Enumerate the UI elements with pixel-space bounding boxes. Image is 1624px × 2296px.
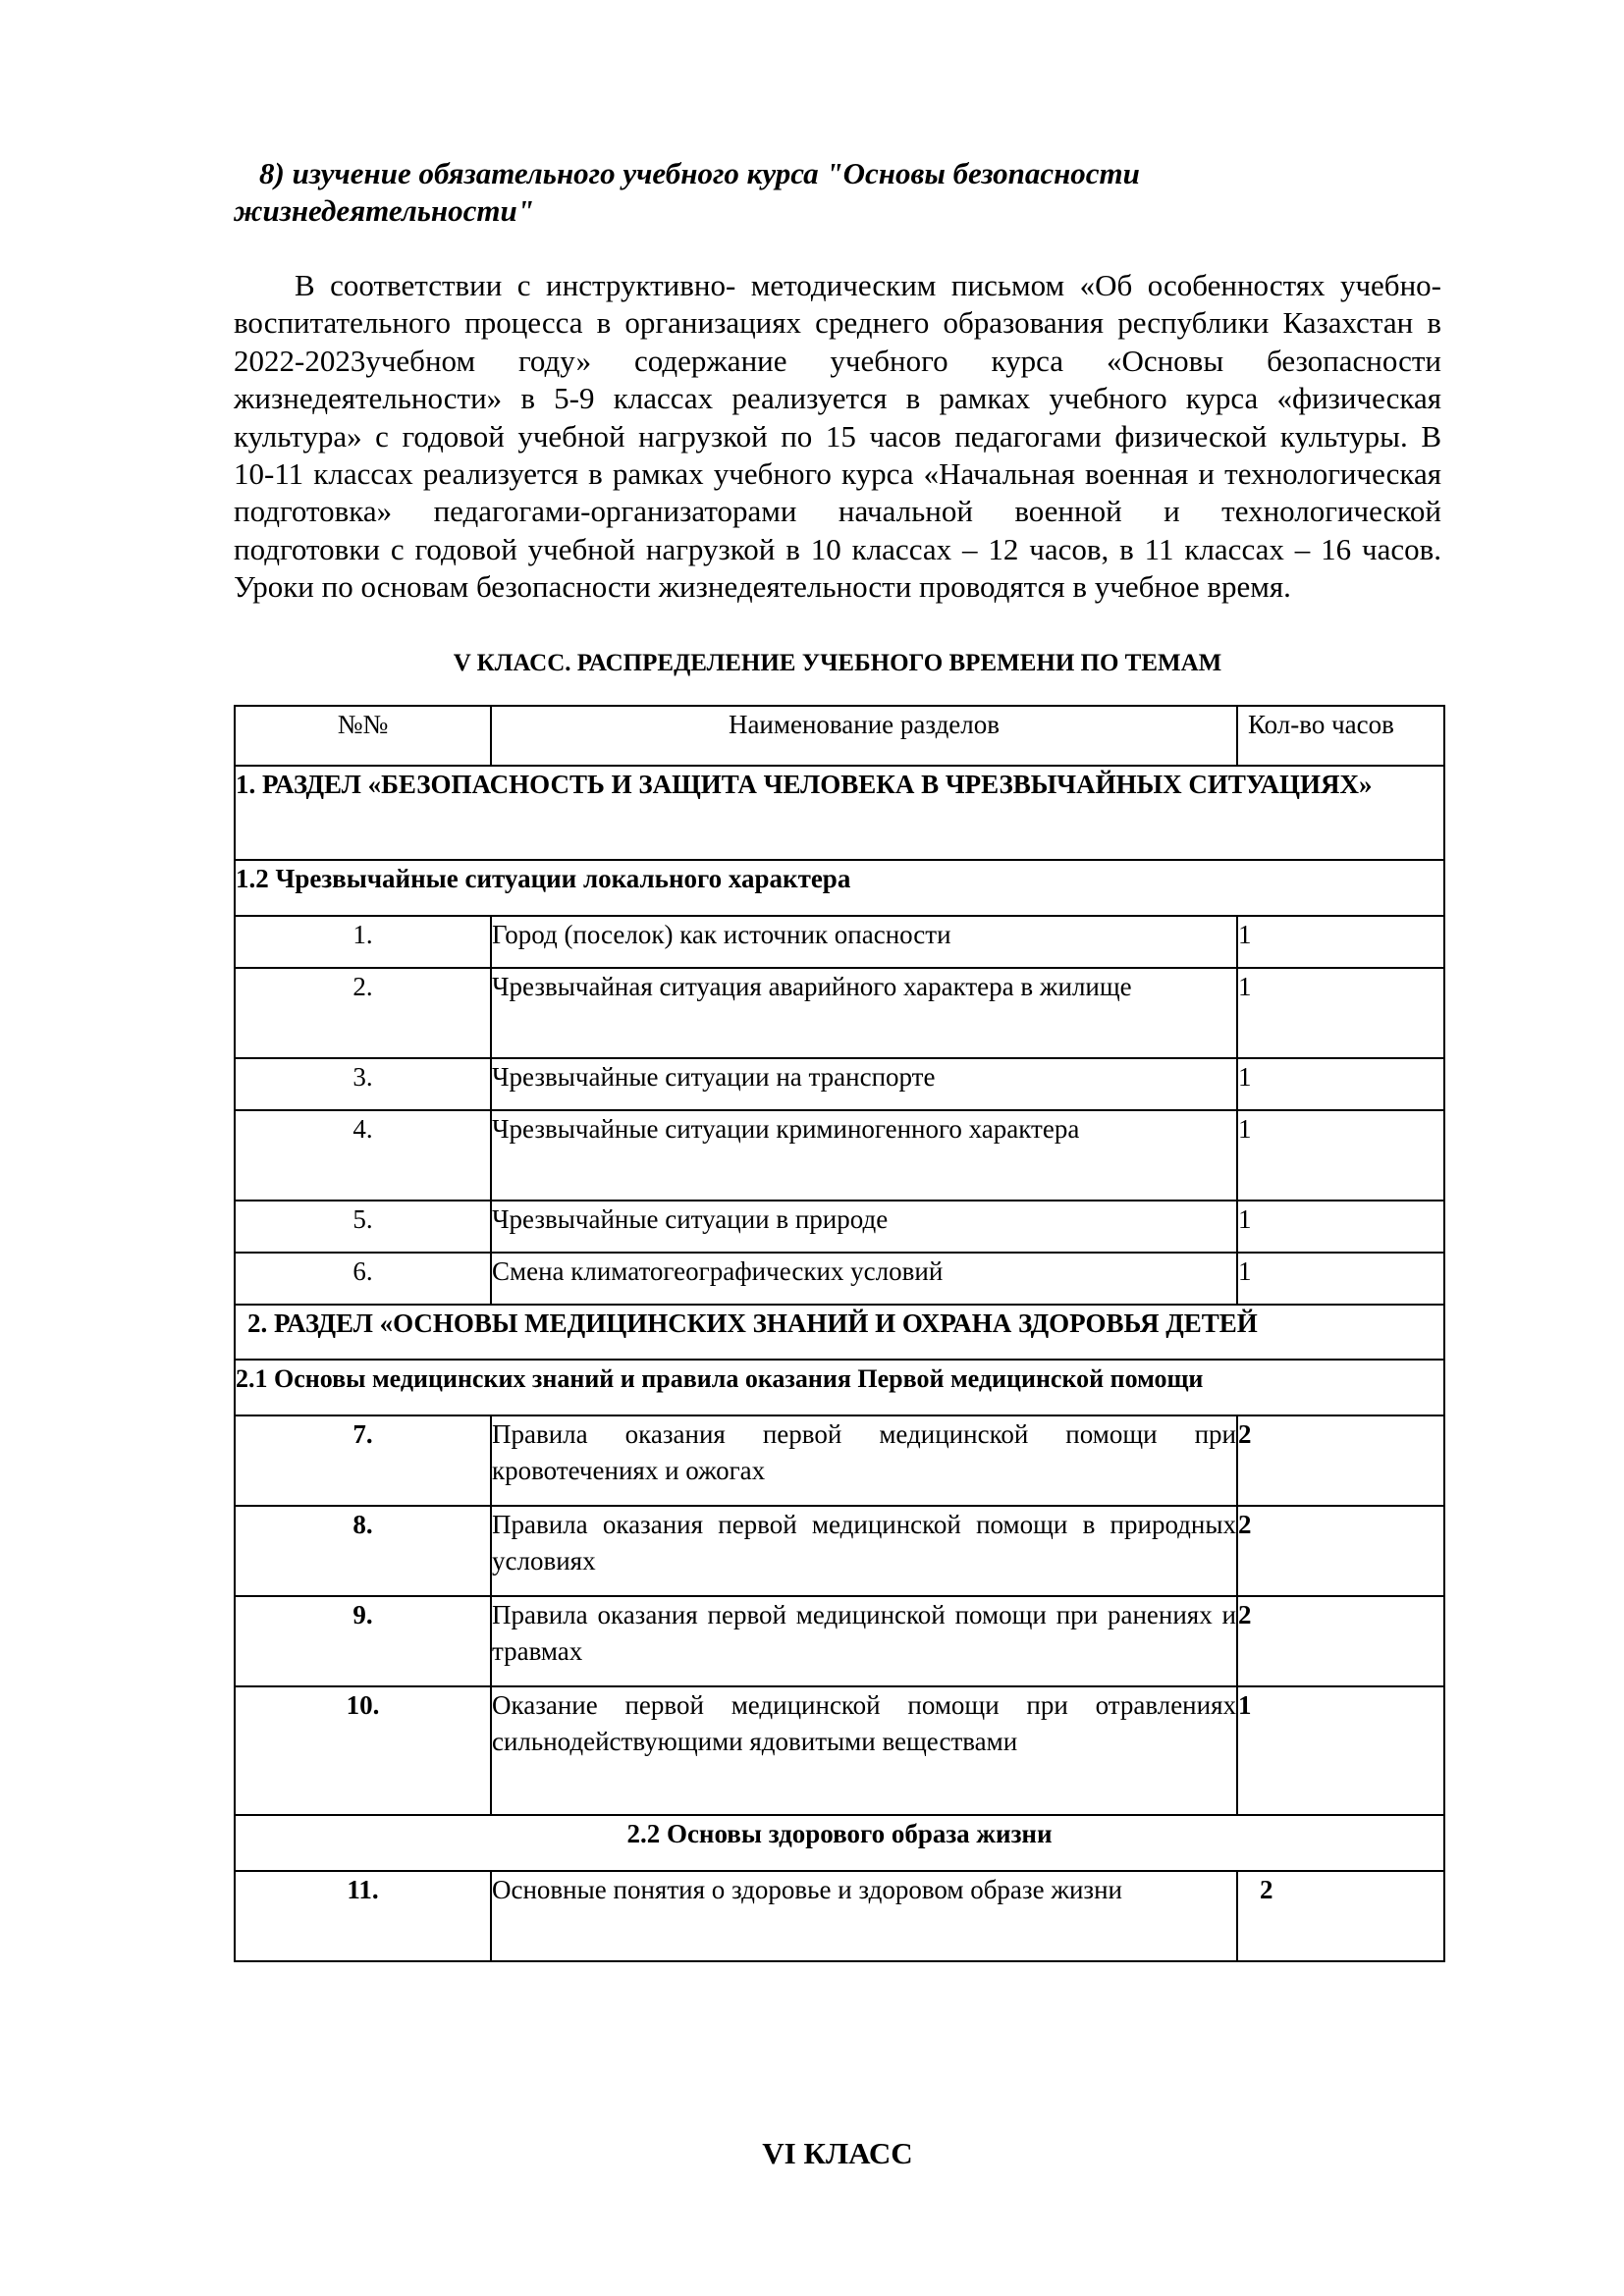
section-2-title: 2. РАЗДЕЛ «ОСНОВЫ МЕДИЦИНСКИХ ЗНАНИЙ И ОХРАНА ЗДОРОВЬЯ ДЕТЕЙ [235, 1305, 1444, 1360]
table-title: V КЛАСС. РАСПРЕДЕЛЕНИЕ УЧЕБНОГО ВРЕМЕНИ ПО ТЕМАМ [453, 650, 1222, 676]
header-section-name: Наименование разделов [491, 706, 1237, 766]
row-topic: Чрезвычайная ситуация аварийного характера в жилище [491, 968, 1237, 1058]
row-topic: Основные понятия о здоровье и здоровом образе жизни [491, 1871, 1237, 1961]
paragraph-line: 10-11 классах реализуется в рамках учебного курса «Начальная военная и технологическая [234, 456, 1441, 492]
time-distribution-table [234, 705, 1445, 1962]
subsection-1-2-title: 1.2 Чрезвычайные ситуации локального характера [235, 860, 1444, 916]
row-hours: 1 [1237, 1686, 1444, 1815]
row-number: 7. [235, 1415, 491, 1506]
table-row [235, 968, 1444, 1058]
row-hours: 1 [1237, 1253, 1444, 1305]
subsection-2-1-title: 2.1 Основы медицинских знаний и правила оказания Первой медицинской помощи [235, 1360, 1444, 1415]
section-1-title: 1. РАЗДЕЛ «БЕЗОПАСНОСТЬ И ЗАЩИТА ЧЕЛОВЕКА В ЧРЕЗВЫЧАЙНЫХ СИТУАЦИЯХ» [235, 766, 1444, 860]
row-number: 3. [235, 1058, 491, 1110]
row-number: 6. [235, 1253, 491, 1305]
row-hours: 1 [1237, 916, 1444, 968]
paragraph-line: В соответствии с инструктивно- методическим письмом «Об особенностях учебно- [295, 268, 1441, 302]
course-heading [234, 155, 1441, 230]
row-topic: Чрезвычайные ситуации криминогенного характера [491, 1110, 1237, 1201]
table-row [235, 1415, 1444, 1506]
row-number: 2. [235, 968, 491, 1058]
row-number: 8. [235, 1506, 491, 1596]
row-number: 10. [235, 1686, 491, 1815]
row-number: 9. [235, 1596, 491, 1686]
subsection-row [235, 860, 1444, 916]
intro-paragraph [234, 267, 1441, 607]
row-topic: Город (поселок) как источник опасности [491, 916, 1237, 968]
section-row [235, 1305, 1444, 1360]
row-hours: 2 [1237, 1506, 1444, 1596]
section-row [235, 766, 1444, 860]
paragraph-line: жизнедеятельности» в 5-9 классах реализуется в рамках учебного курса «физическая [234, 381, 1441, 416]
row-hours: 1 [1237, 1058, 1444, 1110]
row-topic: Правила оказания первой медицинской помощи при кровотечениях и ожогах [491, 1415, 1237, 1506]
row-number: 5. [235, 1201, 491, 1253]
subsection-row [235, 1815, 1444, 1871]
table-row [235, 1596, 1444, 1686]
table-row [235, 1871, 1444, 1961]
row-topic: Правила оказания первой медицинской помощи в природных условиях [491, 1506, 1237, 1596]
row-number: 1. [235, 916, 491, 968]
row-topic: Чрезвычайные ситуации в природе [491, 1201, 1237, 1253]
header-hours: Кол-во часов [1237, 706, 1444, 766]
table-header-row [235, 706, 1444, 766]
paragraph-line: Уроки по основам безопасности жизнедеятельности проводятся в учебное время. [234, 569, 1291, 605]
row-hours: 2 [1237, 1415, 1444, 1506]
row-hours: 2 [1237, 1871, 1444, 1961]
row-number: 4. [235, 1110, 491, 1201]
row-hours: 1 [1237, 968, 1444, 1058]
paragraph-line: подготовки с годовой учебной нагрузкой в 10 классах – 12 часов, в 11 классах – 16 часов. [234, 531, 1441, 566]
row-number: 11. [235, 1871, 491, 1961]
row-topic: Смена климатогеографических условий [491, 1253, 1237, 1305]
subsection-row [235, 1360, 1444, 1415]
paragraph-line: воспитательного процесса в организациях среднего образования республики Казахстан в [234, 305, 1441, 341]
course-heading-line-2: жизнедеятельности" [234, 193, 534, 228]
table-row [235, 916, 1444, 968]
row-hours: 1 [1237, 1110, 1444, 1201]
row-hours: 1 [1237, 1201, 1444, 1253]
table-row [235, 1110, 1444, 1201]
table-row [235, 1201, 1444, 1253]
table-row [235, 1506, 1444, 1596]
table-row [235, 1058, 1444, 1110]
row-topic: Чрезвычайные ситуации на транспорте [491, 1058, 1237, 1110]
table-row [235, 1686, 1444, 1815]
row-topic: Правила оказания первой медицинской помощи при ранениях и травмах [491, 1596, 1237, 1686]
course-heading-line-1: 8) изучение обязательного учебного курса "Основы безопасности [259, 156, 1140, 190]
row-hours: 2 [1237, 1596, 1444, 1686]
subsection-2-2-title: 2.2 Основы здорового образа жизни [235, 1815, 1444, 1871]
paragraph-line: подготовка» педагогами-организаторами начальной военной и технологической [234, 494, 1441, 529]
row-topic: Оказание первой медицинской помощи при отравлениях сильнодействующими ядовитыми веществами [491, 1686, 1237, 1815]
paragraph-line: 2022-2023учебном году» содержание учебного курса «Основы безопасности [234, 343, 1441, 378]
paragraph-line: культура» с годовой учебной нагрузкой по 15 часов педагогами физической культуры. В [234, 418, 1441, 454]
next-class-title: VI КЛАСС [762, 2136, 913, 2170]
table-row [235, 1253, 1444, 1305]
header-number: №№ [235, 706, 491, 766]
